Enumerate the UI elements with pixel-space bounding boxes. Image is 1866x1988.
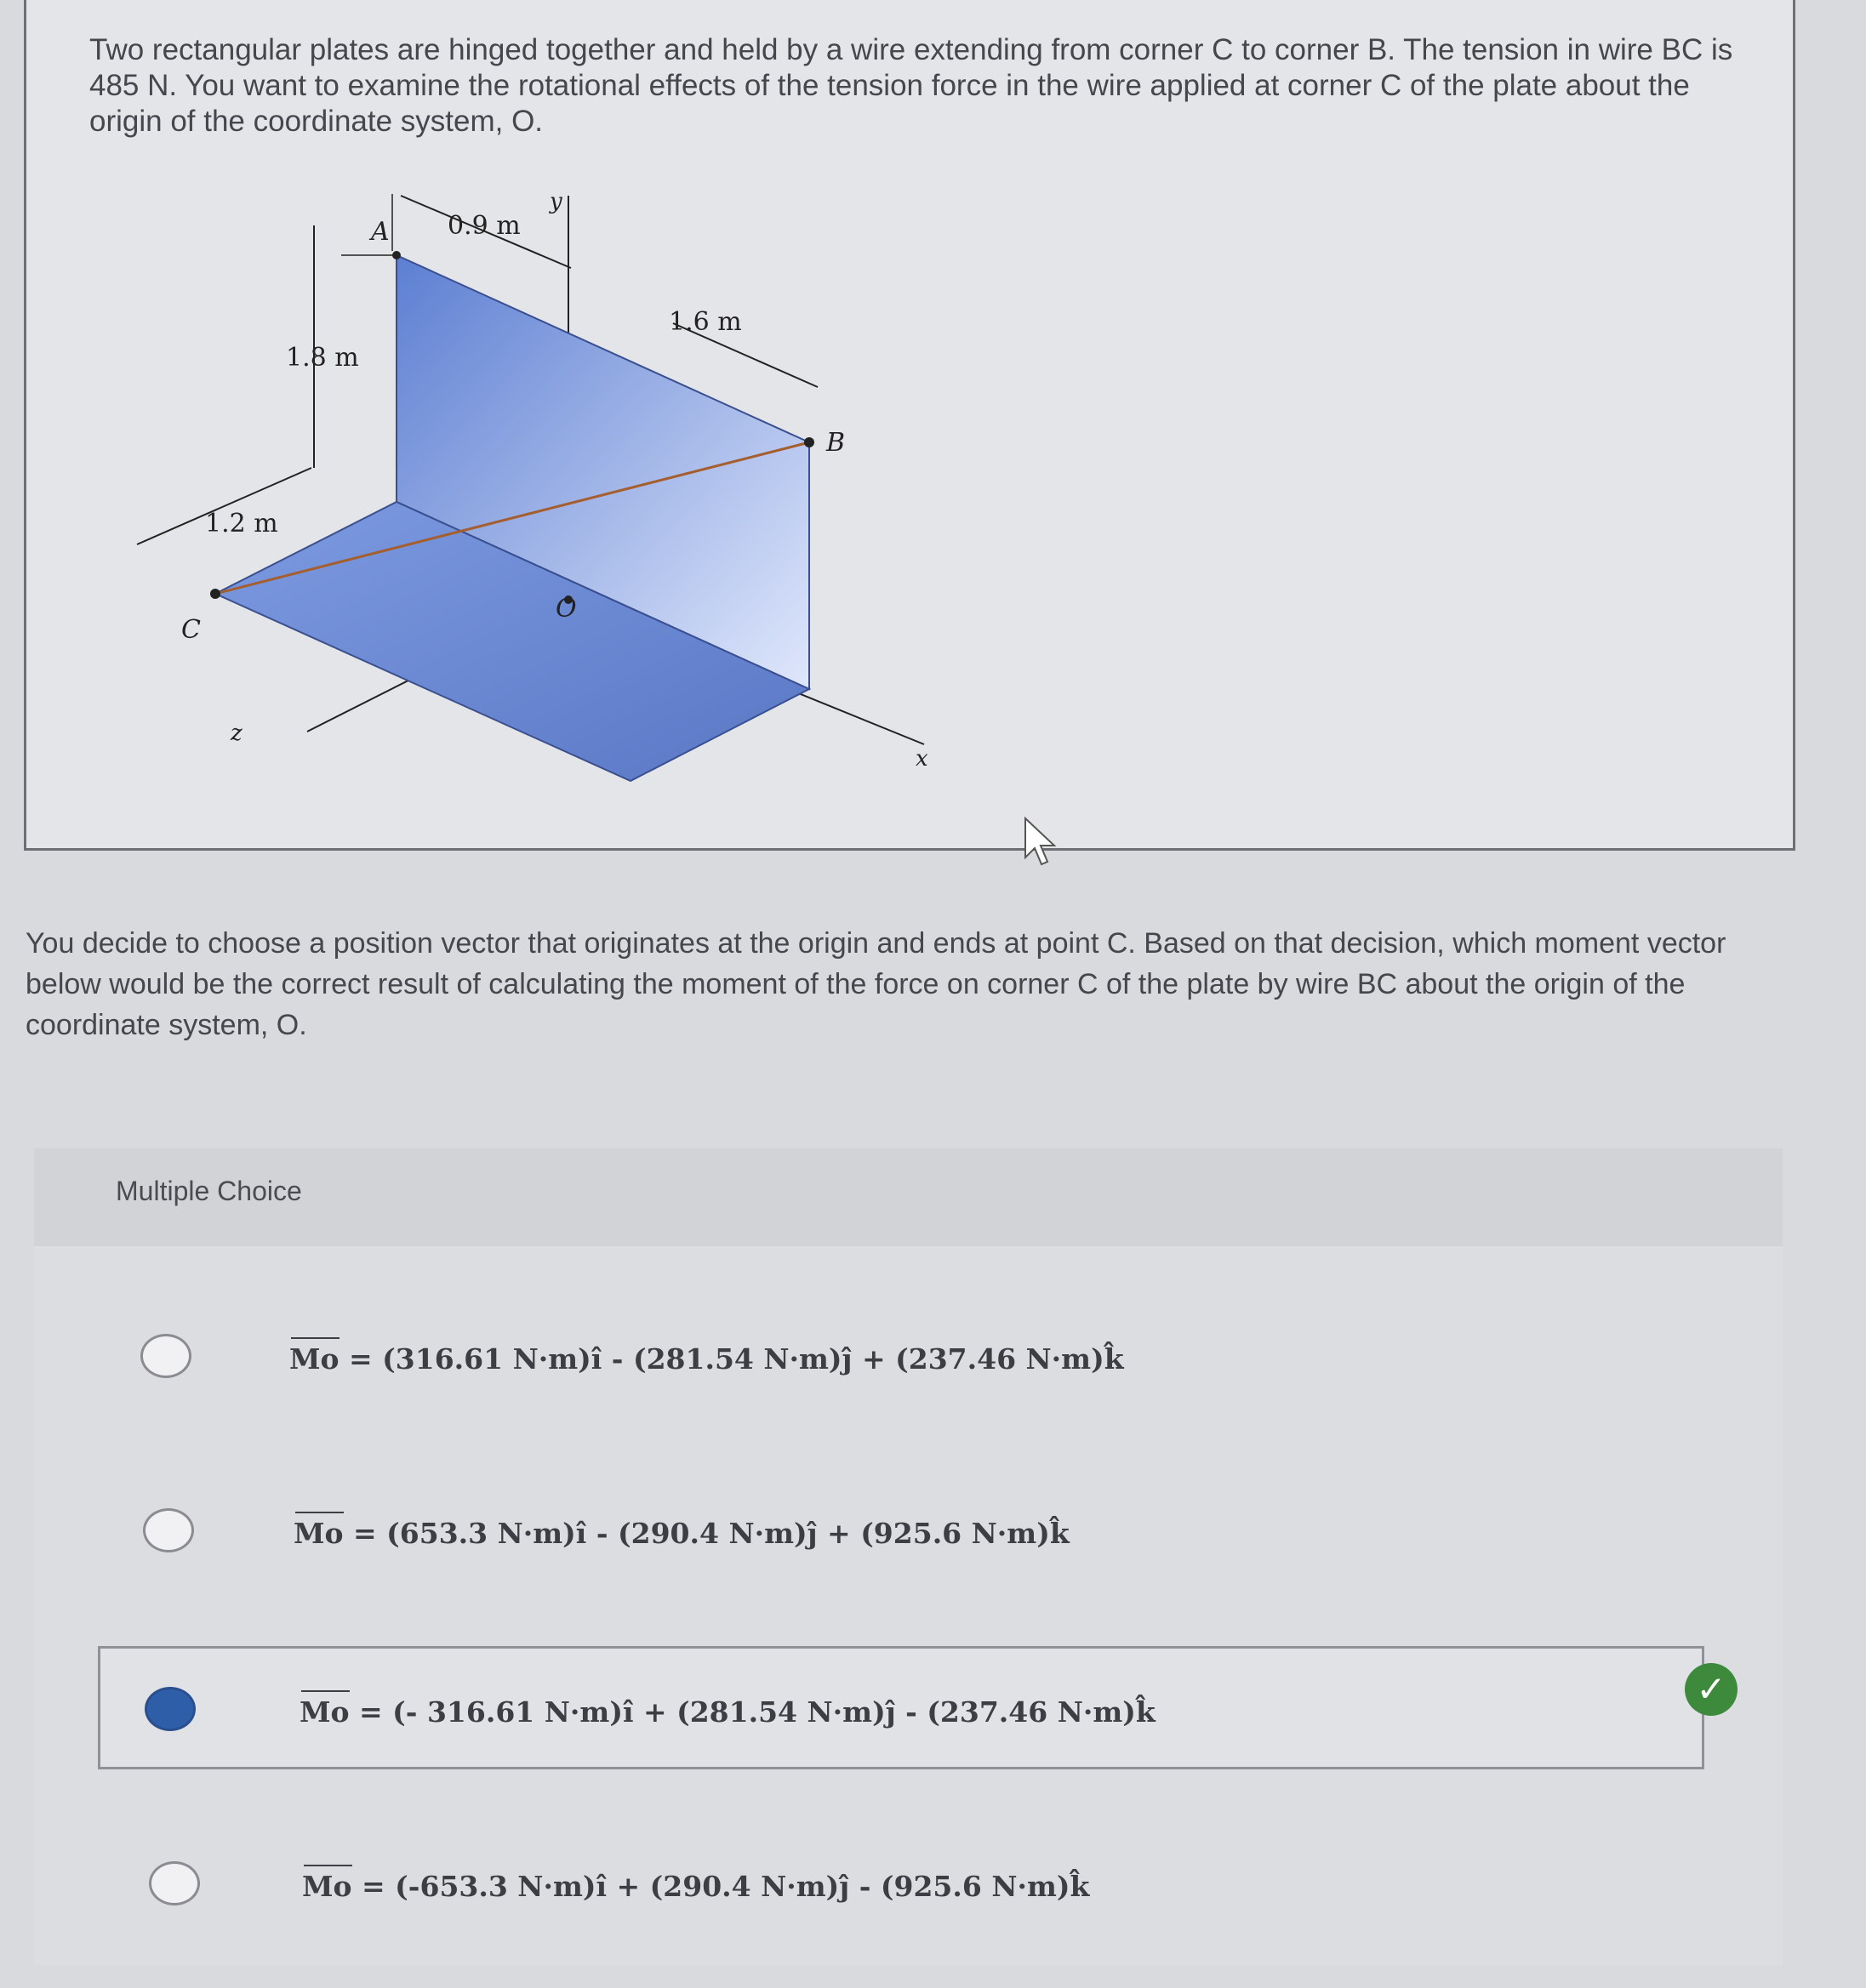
multiple-choice-panel — [34, 1148, 1783, 1965]
label-1-8m: 1.8 m — [286, 343, 359, 373]
label-z: z — [231, 721, 243, 746]
formula-option-2: Mo = (653.3 N·m)î - (290.4 N·m)ĵ + (925.6 N·m)k̂ — [294, 1517, 1070, 1550]
label-1-2m: 1.2 m — [205, 509, 278, 538]
label-1-6m: 1.6 m — [669, 307, 742, 337]
mc-header — [34, 1148, 1783, 1246]
label-c: C — [181, 615, 201, 645]
choice-option-3[interactable] — [34, 1646, 1783, 1774]
choice-option-1[interactable] — [34, 1293, 1783, 1421]
choice-option-4[interactable] — [34, 1820, 1783, 1948]
question-panel — [24, 0, 1795, 851]
radio-button-2[interactable] — [143, 1508, 194, 1552]
formula-option-3: Mo = (- 316.61 N·m)î + (281.54 N·m)ĵ - (237.46 N·m)k̂ — [300, 1695, 1156, 1729]
radio-button-3-selected[interactable] — [145, 1687, 196, 1731]
choice-option-2[interactable] — [34, 1467, 1783, 1595]
radio-button-1[interactable] — [140, 1334, 191, 1378]
multiple-choice-label: Multiple Choice — [116, 1176, 302, 1206]
plate-diagram — [111, 145, 1005, 808]
label-o: O — [556, 594, 577, 624]
label-b: B — [826, 428, 846, 458]
label-a: A — [371, 217, 390, 247]
checkmark-icon: ✓ — [1685, 1663, 1738, 1716]
formula-option-1: Mo = (316.61 N·m)î - (281.54 N·m)ĵ + (237.46 N·m)k̂ — [289, 1342, 1124, 1376]
label-0-9m: 0.9 m — [448, 211, 521, 241]
moment-symbol: Mo — [289, 1342, 340, 1376]
label-x: x — [916, 746, 928, 772]
formula-option-4: Mo = (-653.3 N·m)î + (290.4 N·m)ĵ - (925.6 N·m)k̂ — [302, 1870, 1090, 1903]
label-y: y — [550, 189, 562, 214]
prompt-text: You decide to choose a position vector that originates at the origin and ends at point C. Based on that decision, which moment vector below would be the correct result of calculating the moment of the force on corner C of the plate by wire BC about the origin of the coordinate system, O. — [26, 927, 1726, 1041]
question-text: Two rectangular plates are hinged together and held by a wire extending from corner C to corner B. The tension in wire BC is 485 N. You want to examine the rotational effects of the tension force in the wire applied at corner C of the plate about the origin of the coordinate system, O. — [89, 33, 1733, 138]
moment-symbol: Mo — [294, 1517, 344, 1550]
moment-symbol: Mo — [300, 1695, 350, 1729]
moment-symbol: Mo — [302, 1870, 352, 1903]
radio-button-4[interactable] — [149, 1861, 200, 1905]
mouse-cursor-icon — [1024, 817, 1058, 868]
